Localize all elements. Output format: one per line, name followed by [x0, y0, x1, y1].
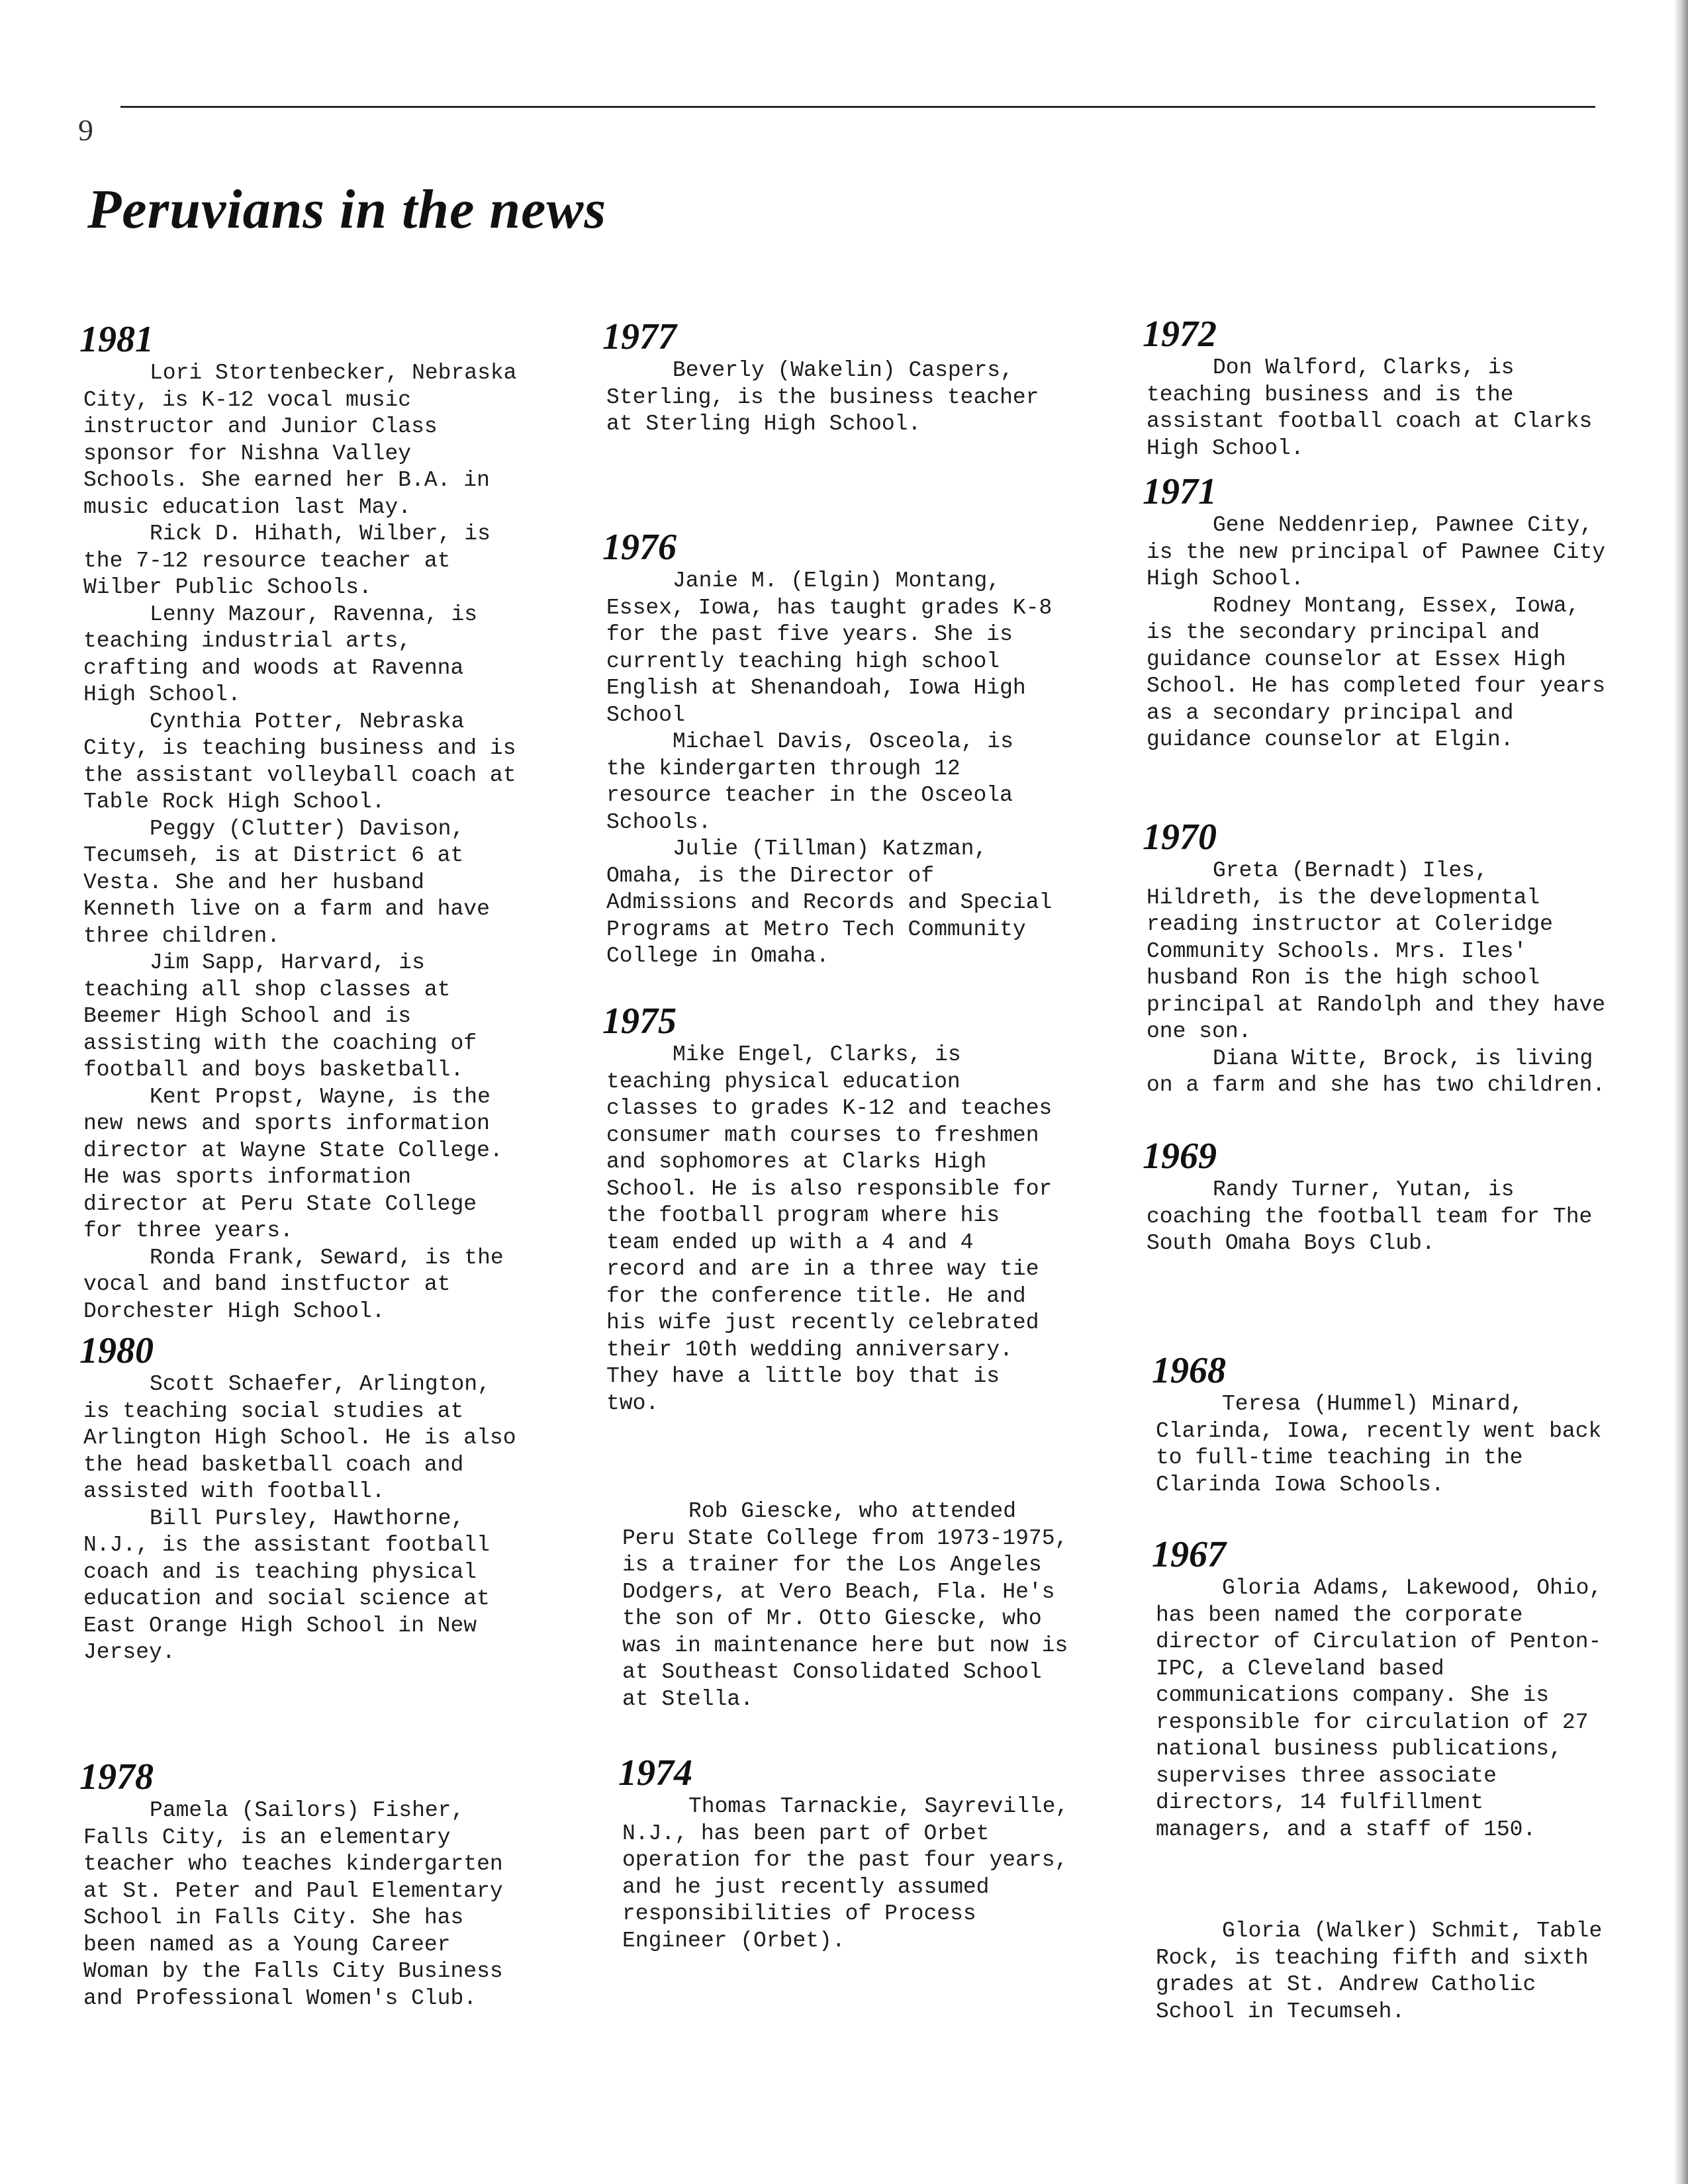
- news-entry: Jim Sapp, Harvard, is teaching all shop classes at Beemer High School and is assisting with the coaching of football and boys basketball.: [83, 950, 477, 1082]
- news-entry: Lenny Mazour, Ravenna, is teaching industrial arts, crafting and woods at Ravenna High School.: [83, 602, 478, 707]
- news-entry: Beverly (Wakelin) Caspers, Sterling, is the business teacher at Sterling High School.: [606, 358, 1039, 436]
- section-1977: [602, 316, 1056, 438]
- year-heading: 1968: [1152, 1350, 1226, 1391]
- section-1974: [618, 1752, 1072, 1954]
- news-entry: Julie (Tillman) Katzman, Omaha, is the Director of Admissions and Records and Special Programs at Metro Tech Community College in Omaha.: [606, 837, 1053, 968]
- section-1967: [1152, 1534, 1613, 1843]
- page-number: 9: [78, 113, 93, 147]
- news-entry: Randy Turner, Yutan, is coaching the football team for The South Omaha Boys Club.: [1147, 1177, 1593, 1255]
- page-title: Peruvians in the news: [87, 179, 607, 240]
- year-heading: 1969: [1143, 1136, 1217, 1177]
- top-rule: [120, 106, 1595, 108]
- section-1968: [1152, 1350, 1613, 1498]
- news-entry: Diana Witte, Brock, is living on a farm and she has two children.: [1147, 1046, 1606, 1097]
- news-entry: Janie M. (Elgin) Montang, Essex, Iowa, has taught grades K-8 for the past five years. She is currently teaching high school English at Shenandoah, Iowa High School: [606, 569, 1053, 727]
- year-heading: 1970: [1143, 817, 1217, 858]
- news-entry: Rob Giescke, who attended Peru State College from 1973-1975, is a trainer for the Los Angeles Dodgers, at Vero Beach, Fla. He's the son of Mr. Otto Giescke, who was in maintenance here but now is at Southeast Consolidated School at Stella.: [622, 1499, 1068, 1711]
- year-heading: 1977: [602, 316, 677, 357]
- news-entry: Lori Stortenbecker, Nebraska City, is K-12 vocal music instructor and Junior Class sponsor for Nishna Valley Schools. She earned her B.A. in music education last May.: [83, 361, 517, 520]
- news-entry: Ronda Frank, Seward, is the vocal and band instfuctor at Dorchester High School.: [83, 1245, 504, 1324]
- section-1976: [602, 527, 1056, 970]
- section-1970: [1143, 817, 1610, 1099]
- news-entry: Mike Engel, Clarks, is teaching physical education classes to grades K-12 and teaches consumer math courses to freshmen and sophomores at Clarks High School. He is also responsible for the football program where his team ended up with a 4 and 4 record and are in a three way tie for the conference title. He and his wife just recently celebrated their 10th wedding anniversary. They have a little boy that is two.: [606, 1042, 1053, 1416]
- news-entry: Thomas Tarnackie, Sayreville, N.J., has been part of Orbet operation for the past four years, and he just recently assumed responsibilities of Process Engineer (Orbet).: [622, 1794, 1069, 1953]
- news-entry: Don Walford, Clarks, is teaching business and is the assistant football coach at Clarks High School.: [1147, 355, 1593, 461]
- news-entry: Peggy (Clutter) Davison, Tecumseh, is at District 6 at Vesta. She and her husband Kenneth live on a farm and have three children.: [83, 816, 490, 948]
- section-1972: [1143, 314, 1610, 462]
- news-entry: Teresa (Hummel) Minard, Clarinda, Iowa, recently went back to full-time teaching in the Clarinda Iowa Schools.: [1156, 1392, 1602, 1497]
- news-entry: Gloria Adams, Lakewood, Ohio, has been named the corporate director of Circulation of Penton-IPC, a Cleveland based communications company. She is responsible for circulation of 27 national business publications, supervises three associate directors, 14 fulfillment managers, and a staff of 150.: [1156, 1576, 1603, 1842]
- news-entry: Gene Neddenriep, Pawnee City, is the new principal of Pawnee City High School.: [1147, 513, 1606, 591]
- year-heading: 1975: [602, 1001, 677, 1042]
- year-heading: 1976: [602, 527, 677, 568]
- section-1975: [602, 1001, 1056, 1417]
- year-heading: 1974: [618, 1752, 692, 1794]
- news-entry: Gloria (Walker) Schmit, Table Rock, is teaching fifth and sixth grades at St. Andrew Catholic School in Tecumseh.: [1156, 1919, 1603, 2024]
- section-1969: [1143, 1136, 1610, 1257]
- news-entry: Cynthia Potter, Nebraska City, is teaching business and is the assistant volleyball coach at Table Rock High School.: [83, 709, 516, 814]
- news-entry: Bill Pursley, Hawthorne, N.J., is the assistant football coach and is teaching physical education and social science at East Orange High School in New Jersey.: [83, 1506, 490, 1664]
- section-1981: [79, 319, 520, 1325]
- section-1980: [79, 1330, 520, 1666]
- year-heading: 1978: [79, 1756, 154, 1797]
- section-giescke: [622, 1498, 1072, 1713]
- news-entry: Rodney Montang, Essex, Iowa, is the secondary principal and guidance counselor at Essex High School. He has completed four years as a secondary principal and guidance counselor at Elgin.: [1147, 593, 1606, 752]
- news-entry: Michael Davis, Osceola, is the kindergarten through 12 resource teacher in the Osceola Schools.: [606, 729, 1013, 835]
- section-1978: [79, 1756, 520, 2012]
- page-edge-shadow: [1673, 0, 1688, 2184]
- year-heading: 1971: [1143, 471, 1217, 512]
- news-entry: Pamela (Sailors) Fisher, Falls City, is an elementary teacher who teaches kindergarten at St. Peter and Paul Elementary School in Falls City. She has been named as a Young Career Woman by the Falls City Business and Professional Women's Club.: [83, 1798, 503, 2011]
- section-1971: [1143, 471, 1610, 754]
- year-heading: 1980: [79, 1330, 154, 1371]
- year-heading: 1972: [1143, 314, 1217, 355]
- section-schmit: [1156, 1918, 1613, 2025]
- news-entry: Rick D. Hihath, Wilber, is the 7-12 resource teacher at Wilber Public Schools.: [83, 522, 491, 600]
- year-heading: 1981: [79, 319, 154, 360]
- news-entry: Greta (Bernadt) Iles, Hildreth, is the developmental reading instructor at Coleridge Community Schools. Mrs. Iles' husband Ron is the high school principal at Randolph and they have one son.: [1147, 858, 1606, 1044]
- year-heading: 1967: [1152, 1534, 1226, 1575]
- news-entry: Kent Propst, Wayne, is the new news and sports information director at Wayne State College. He was sports information director at Peru State College for three years.: [83, 1084, 503, 1243]
- news-entry: Scott Schaefer, Arlington, is teaching social studies at Arlington High School. He is also the head basketball coach and assisted with football.: [83, 1372, 516, 1504]
